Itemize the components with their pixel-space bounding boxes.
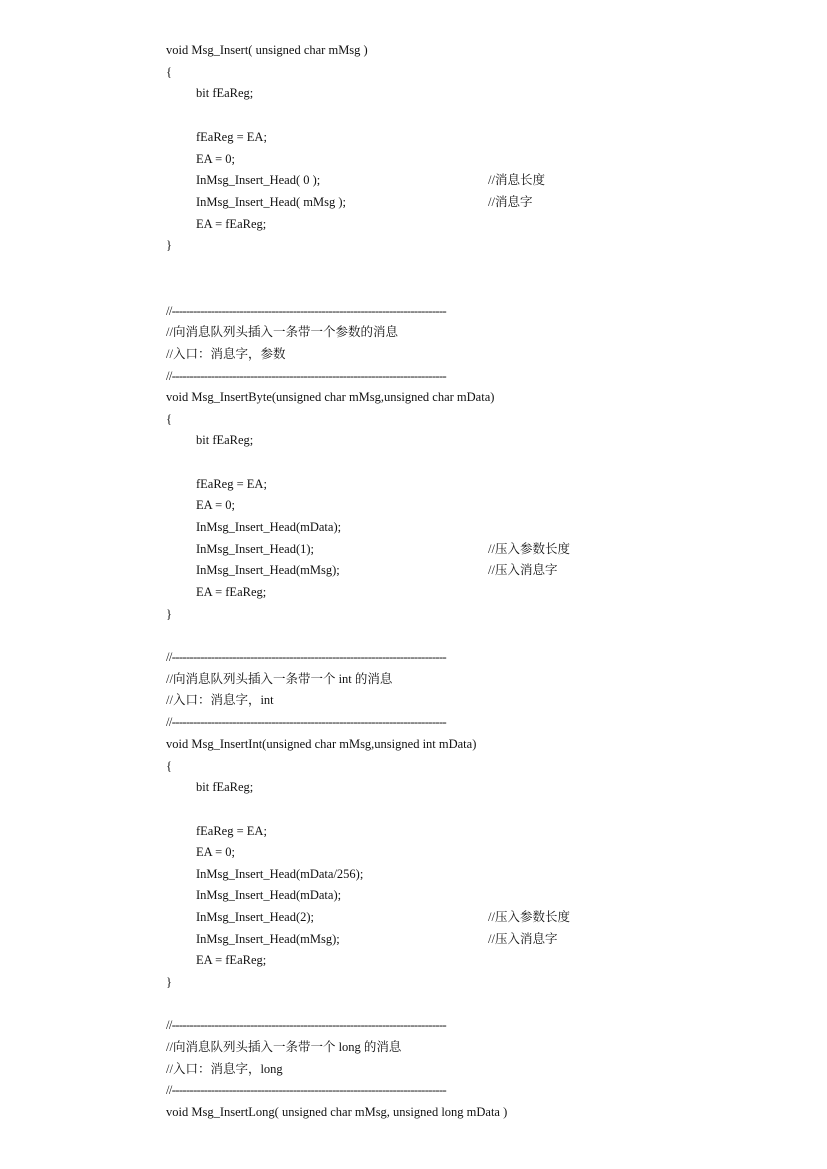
function-signature: void Msg_Insert( unsigned char mMsg ) [166, 43, 368, 57]
code-line: EA = fEaReg; [196, 953, 267, 967]
inline-comment: //压入消息字 [488, 932, 558, 946]
open-brace: { [166, 65, 172, 79]
code-line: EA = fEaReg; [196, 585, 267, 599]
comment-entry: //入口：消息字，int [166, 693, 274, 707]
comment-description: //向消息队列头插入一条带一个 int 的消息 [166, 672, 393, 686]
code-line: InMsg_Insert_Head( 0 ); [196, 173, 321, 187]
comment-rule: //----------------------------------------------------------------------------- [166, 1018, 447, 1032]
code-line: fEaReg = EA; [196, 130, 267, 144]
code-line: fEaReg = EA; [196, 824, 267, 838]
code-line: InMsg_Insert_Head(mMsg); [196, 563, 340, 577]
comment-description: //向消息队列头插入一条带一个参数的消息 [166, 325, 398, 339]
comment-rule: //----------------------------------------------------------------------------- [166, 715, 447, 729]
close-brace: } [166, 607, 172, 621]
code-line: InMsg_Insert_Head( mMsg ); [196, 195, 346, 209]
function-signature: void Msg_InsertByte(unsigned char mMsg,unsigned char mData) [166, 390, 495, 404]
inline-comment: //消息字 [488, 195, 533, 209]
close-brace: } [166, 975, 172, 989]
inline-comment: //压入消息字 [488, 563, 558, 577]
code-line: EA = fEaReg; [196, 217, 267, 231]
inline-comment: //压入参数长度 [488, 542, 570, 556]
comment-entry: //入口：消息字，long [166, 1062, 283, 1076]
code-line: fEaReg = EA; [196, 477, 267, 491]
open-brace: { [166, 412, 172, 426]
comment-entry: //入口：消息字，参数 [166, 347, 286, 361]
code-line: EA = 0; [196, 152, 235, 166]
function-signature: void Msg_InsertLong( unsigned char mMsg, unsigned long mData ) [166, 1105, 508, 1119]
code-line: EA = 0; [196, 845, 235, 859]
open-brace: { [166, 759, 172, 773]
code-line: InMsg_Insert_Head(mData); [196, 888, 342, 902]
code-line: InMsg_Insert_Head(mMsg); [196, 932, 340, 946]
comment-rule: //----------------------------------------------------------------------------- [166, 369, 447, 383]
code-line: InMsg_Insert_Head(2); [196, 910, 315, 924]
code-line: InMsg_Insert_Head(1); [196, 542, 315, 556]
inline-comment: //消息长度 [488, 173, 545, 187]
comment-rule: //----------------------------------------------------------------------------- [166, 650, 447, 664]
function-signature: void Msg_InsertInt(unsigned char mMsg,unsigned int mData) [166, 737, 477, 751]
code-line: bit fEaReg; [196, 86, 254, 100]
code-line: EA = 0; [196, 498, 235, 512]
comment-rule: //----------------------------------------------------------------------------- [166, 1083, 447, 1097]
code-line: InMsg_Insert_Head(mData/256); [196, 867, 364, 881]
code-line: bit fEaReg; [196, 433, 254, 447]
code-line: bit fEaReg; [196, 780, 254, 794]
comment-rule: //----------------------------------------------------------------------------- [166, 304, 447, 318]
inline-comment: //压入参数长度 [488, 910, 570, 924]
code-line: InMsg_Insert_Head(mData); [196, 520, 342, 534]
close-brace: } [166, 238, 172, 252]
comment-description: //向消息队列头插入一条带一个 long 的消息 [166, 1040, 402, 1054]
